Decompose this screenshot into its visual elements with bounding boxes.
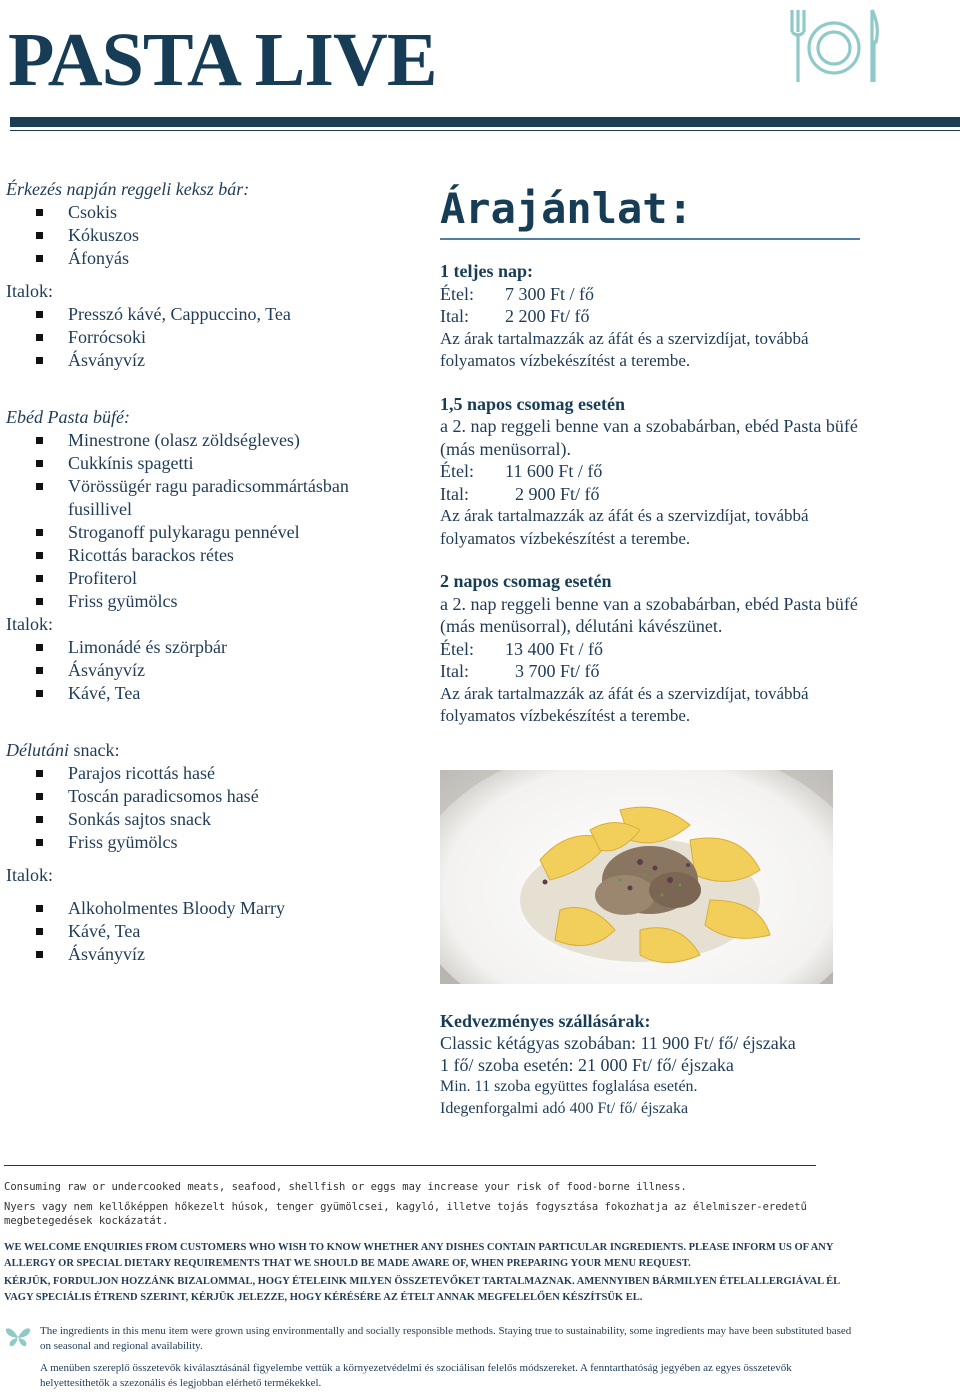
package-2 bbox=[440, 393, 870, 551]
section-heading: Érkezés napján reggeli keksz bár: bbox=[6, 179, 250, 199]
package-title: 2 napos csomag esetén bbox=[440, 571, 612, 592]
snack-section bbox=[6, 739, 426, 854]
package-desc: a 2. nap reggeli benne van a szobabárban, ebéd Pasta büfé (más menüsorral), délutáni kávészünet. bbox=[440, 593, 858, 637]
package-3 bbox=[440, 570, 870, 728]
section-heading: Délutáni snack: bbox=[6, 740, 120, 760]
header-rule-thin bbox=[10, 130, 960, 131]
list-item: Friss gyümölcs bbox=[36, 590, 426, 613]
food-label: Étel: bbox=[440, 638, 474, 659]
list-item: Stroganoff pulykaragu pennével bbox=[36, 521, 426, 544]
allergy-notice-hu: KÉRJÜK, FORDULJON HOZZÁNK BIZALOMMAL, HOGY ÉTELEINK MILYEN ÖSSZETEVŐKET TARTALMAZNAK. AMENNYIBEN BÁRMILYEN ÉTELALLERGIÁVAL ÉL VAGY SPECIÁLIS ÉTREND SZERINT, KÉRJÜK JELEZZE, HOGY KÉRÉSÉRE AZ ÉTELT ANNAK MEGFELELŐEN KÉSZÍTSÜK EL. bbox=[4, 1276, 840, 1303]
package-title: 1,5 napos csomag esetén bbox=[440, 393, 625, 414]
package-title: 1 teljes nap: bbox=[440, 261, 533, 282]
breakfast-drinks-section bbox=[6, 280, 426, 372]
list-item: Cukkínis spagetti bbox=[36, 452, 426, 475]
list-item: Alkoholmentes Bloody Marry bbox=[36, 897, 426, 920]
list-item: Kávé, Tea bbox=[36, 920, 426, 943]
bullet-list bbox=[6, 429, 426, 613]
package-desc: a 2. nap reggeli benne van a szobabárban, ebéd Pasta büfé (más menüsorral). bbox=[440, 416, 858, 459]
page-title: PASTA LIVE bbox=[8, 18, 437, 102]
accommodation-discount bbox=[440, 1010, 920, 1120]
drink-price: 2 900 Ft/ fő bbox=[515, 483, 600, 504]
list-item: Ásványvíz bbox=[36, 659, 426, 682]
price-note: Az árak tartalmazzák az áfát és a szervizdíjat, továbbá folyamatos vízbekészítést a terembe. bbox=[440, 506, 809, 548]
discount-line: 1 fő/ szoba esetén: 21 000 Ft/ fő/ éjszaka bbox=[440, 1055, 734, 1075]
food-price: 7 300 Ft / fő bbox=[505, 283, 595, 304]
sustainability-note-en: The ingredients in this menu item were grown using environmentally and socially responsible methods. Staying true to sustainability, some ingredients may have been substituted based on seasonal and regional availability. bbox=[40, 1325, 852, 1352]
list-item: Presszó kávé, Cappuccino, Tea bbox=[36, 303, 426, 326]
drinks-heading: Italok: bbox=[6, 281, 53, 301]
list-item: Forrócsoki bbox=[36, 326, 426, 349]
food-label: Étel: bbox=[440, 461, 474, 482]
list-item: Toscán paradicsomos hasé bbox=[36, 785, 426, 808]
bullet-list bbox=[6, 303, 426, 372]
list-item: Sonkás sajtos snack bbox=[36, 808, 426, 831]
list-item: Kókuszos bbox=[36, 224, 426, 247]
lunch-section bbox=[6, 406, 426, 613]
footer-rule bbox=[4, 1165, 816, 1166]
food-price: 13 400 Ft / fő bbox=[505, 638, 604, 659]
bullet-list bbox=[6, 201, 426, 270]
list-item: Csokis bbox=[36, 201, 426, 224]
list-item: Ricottás barackos rétes bbox=[36, 544, 426, 567]
discount-line: Idegenforgalmi adó 400 Ft/ fő/ éjszaka bbox=[440, 1100, 689, 1117]
section-heading: Ebéd Pasta büfé: bbox=[6, 407, 130, 427]
list-item: Friss gyümölcs bbox=[36, 831, 426, 854]
menu-column bbox=[6, 178, 426, 966]
list-item: Limonádé és szörpbár bbox=[36, 636, 426, 659]
package-1 bbox=[440, 260, 870, 373]
offer-rule bbox=[440, 238, 860, 240]
list-item: Kávé, Tea bbox=[36, 682, 426, 705]
discount-title: Kedvezményes szállásárak: bbox=[440, 1011, 651, 1031]
list-item: Ásványvíz bbox=[36, 943, 426, 966]
price-note: Az árak tartalmazzák az áfát és a szervizdíjat, továbbá folyamatos vízbekészítést a terembe. bbox=[440, 328, 809, 371]
bullet-list bbox=[6, 897, 426, 966]
bullet-list bbox=[6, 636, 426, 705]
drink-price: 3 700 Ft/ fő bbox=[515, 661, 600, 682]
snack-drinks-section bbox=[6, 864, 426, 966]
butterfly-icon bbox=[5, 1326, 31, 1348]
bullet-list bbox=[6, 762, 426, 854]
drink-label: Ital: bbox=[440, 661, 469, 682]
list-item: Minestrone (olasz zöldségleves) bbox=[36, 429, 426, 452]
price-note: Az árak tartalmazzák az áfát és a szervizdíjat, továbbá folyamatos vízbekészítést a terembe. bbox=[440, 683, 809, 726]
breakfast-section bbox=[6, 178, 426, 270]
drink-label: Ital: bbox=[440, 306, 469, 327]
list-item: Profiterol bbox=[36, 567, 426, 590]
food-label: Étel: bbox=[440, 283, 474, 304]
pasta-dish-photo bbox=[440, 770, 833, 984]
header-rule bbox=[10, 117, 960, 127]
list-item: Vörössügér ragu paradicsommártásban fusillivel bbox=[36, 475, 388, 521]
food-warning-hu: Nyers vagy nem kellőképpen hőkezelt húsok, tenger gyümölcsei, kagyló, illetve tojás fogysztása fokozhatja az élelmiszer-eredetű megbetegedések kockázatát. bbox=[4, 1201, 807, 1227]
discount-line: Classic kétágyas szobában: 11 900 Ft/ fő/ éjszaka bbox=[440, 1033, 796, 1053]
discount-line: Min. 11 szoba együttes foglalása esetén. bbox=[440, 1078, 698, 1095]
sustainability-note-hu: A menüben szereplő összetevők kiválasztásánál figyelembe vettük a környezetvédelmi és szociálisan felelős módszereket. A fenntarthatóság jegyében az egyes összetevők helyettesíthetők a szezonális és legjobban elérhető termékekkel. bbox=[40, 1362, 792, 1389]
drinks-heading: Italok: bbox=[6, 865, 53, 885]
lunch-drinks-section bbox=[6, 613, 426, 705]
drink-price: 2 200 Ft/ fő bbox=[505, 306, 590, 327]
drink-label: Ital: bbox=[440, 483, 469, 504]
offer-column bbox=[440, 186, 870, 728]
food-price: 11 600 Ft / fő bbox=[505, 461, 603, 482]
drinks-heading: Italok: bbox=[6, 614, 53, 634]
list-item: Ásványvíz bbox=[36, 349, 426, 372]
list-item: Parajos ricottás hasé bbox=[36, 762, 426, 785]
allergy-notice-en: WE WELCOME ENQUIRIES FROM CUSTOMERS WHO WISH TO KNOW WHETHER ANY DISHES CONTAIN PARTICULAR INGREDIENTS. PLEASE INFORM US OF ANY ALLERGY OR SPECIAL DIETARY REQUIREMENTS THAT WE SHOULD BE MADE AWARE OF, WHEN PREPARING YOUR MENU REQUEST. bbox=[4, 1242, 834, 1269]
list-item: Áfonyás bbox=[36, 247, 426, 270]
offer-title: Árajánlat: bbox=[440, 184, 693, 233]
fork-plate-knife-icon bbox=[784, 6, 884, 86]
food-warning-en: Consuming raw or undercooked meats, seafood, shellfish or eggs may increase your risk of food-borne illness. bbox=[4, 1181, 687, 1193]
